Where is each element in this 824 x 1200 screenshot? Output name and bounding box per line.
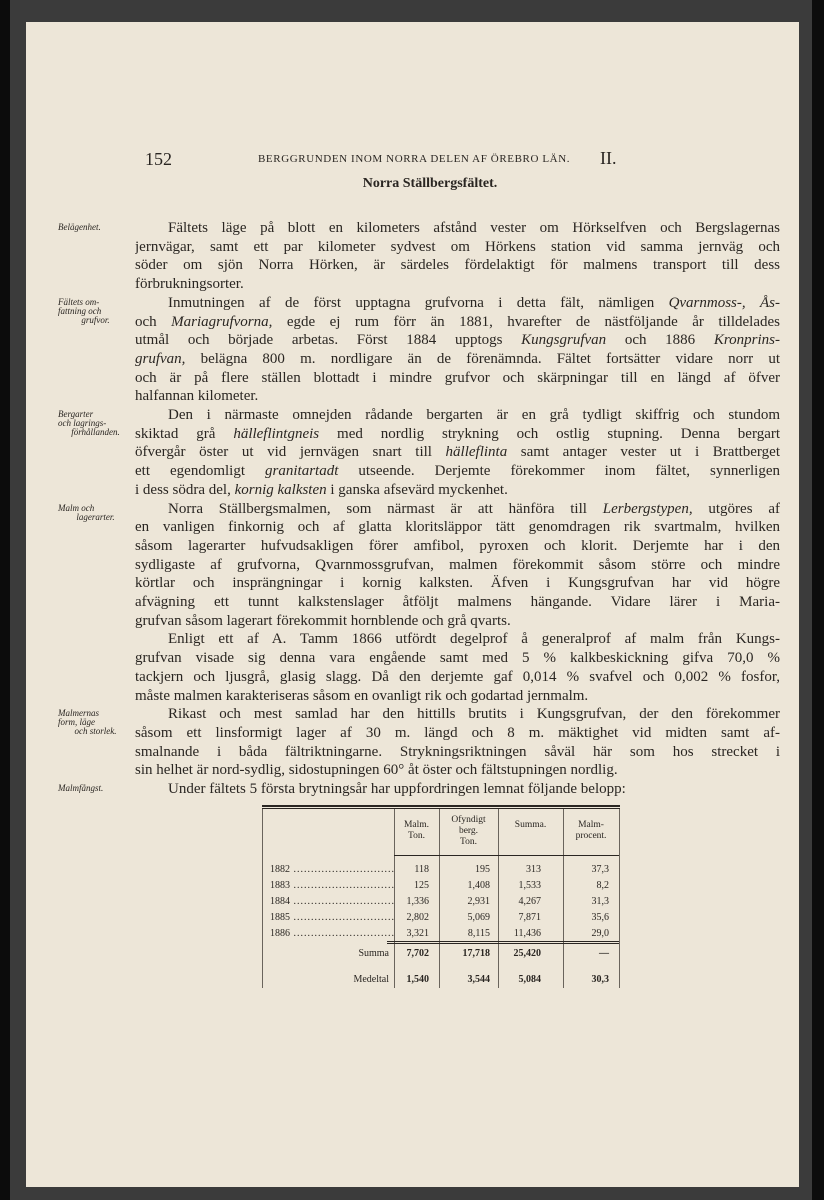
- text-run: Norra Ställbergsmalmen, som närmast är att hänföra till: [168, 500, 603, 517]
- italic-term: hälleflinta: [445, 444, 508, 461]
- row-year: 1883 .....: [270, 880, 394, 891]
- text-line: [135, 556, 780, 575]
- table-cell: 5,069: [467, 912, 490, 923]
- text-line: [135, 743, 780, 762]
- text-run: i ganska afsevärd myckenhet.: [326, 481, 508, 498]
- margin-note-line: Malm och: [58, 502, 95, 513]
- text-run: och 1886: [606, 332, 714, 349]
- margin-note-line: Belägenhet.: [58, 222, 101, 232]
- text-line: [168, 219, 780, 238]
- column-header: Summa.: [514, 820, 547, 830]
- text-run: smalnande i båda fältriktningarne. Strykningsriktningen såväl här som hos strecket i: [135, 743, 780, 760]
- text-run: i dess södra del,: [135, 481, 235, 498]
- text-run: såsom ett linsformigt lager af 30 m. längd och 8 m. mäktighet vid midten samt af-: [135, 724, 780, 741]
- text-line: [135, 387, 780, 406]
- total-cell: 17,718: [462, 948, 490, 959]
- text-line: [135, 462, 780, 481]
- text-run: grufvan visade sig denna vara engående samt med 5 % kalkbeskickning gifva 70,0 %: [135, 650, 780, 667]
- text-line: [135, 443, 780, 462]
- text-line: [135, 574, 780, 593]
- italic-term: Lerbergstypen,: [602, 500, 693, 517]
- table-cell: 118: [414, 864, 429, 875]
- text-run: utgöres af: [692, 500, 780, 517]
- text-line: [135, 481, 780, 500]
- totals-rule: [387, 941, 619, 942]
- total-cell: 7,702: [406, 948, 429, 959]
- text-line: [135, 612, 780, 631]
- margin-note: [58, 410, 133, 437]
- section-title: Norra Ställbergsfältet.: [362, 176, 498, 191]
- italic-term: kornig kalksten: [234, 481, 327, 498]
- text-run: afvägning ett tunnt kalkstenslager åtföljt malmens hängande. Vidare lärer i Maria-: [135, 594, 780, 610]
- total-cell: 25,420: [513, 948, 541, 959]
- margin-note: [58, 784, 133, 793]
- column-header: Malm. Ton.: [403, 820, 430, 841]
- table-top-rule: [262, 805, 620, 807]
- table-cell: 7,871: [518, 912, 541, 923]
- margin-note: [58, 298, 133, 325]
- text-run: egde ej rum förr än 1881, hvarefter de nästföljande år tilldelades: [272, 313, 780, 330]
- text-run: jernvägar, samt ett par kilometer sydvest om Hörkens station vid samma jernväg och: [135, 238, 780, 255]
- row-year: 1882 .....: [270, 864, 394, 875]
- text-run: Enligt ett af A. Tamm 1866 utfördt degelprof å generalprof af malm från Kungs-: [168, 631, 780, 648]
- italic-term: Kungsgrufvan: [521, 332, 607, 349]
- text-run: Den i närmaste omnejden rådande bergarten är en grå tydligt skiffrig och stundom: [168, 407, 780, 423]
- totals-rule-inner: [387, 943, 619, 944]
- italic-term: grufvan,: [135, 350, 186, 367]
- table-cell: 31,3: [591, 896, 609, 907]
- italic-term: Kronprins-: [713, 332, 780, 349]
- text-run: Inmutningen af de först upptagna grufvorna i detta fält, nämligen: [168, 294, 669, 311]
- text-line: [135, 313, 780, 332]
- text-line: [135, 724, 780, 743]
- table-cell: 2,931: [467, 896, 490, 907]
- total-cell: —: [599, 948, 609, 959]
- table-cell: 1,336: [406, 896, 429, 907]
- text-run: utseende. Derjemte förekommer inom fältet, synnerligen: [338, 463, 780, 480]
- table-top-rule-inner: [262, 808, 620, 809]
- text-run: körtlar och insprängningar i kornig kalksten. Äfven i Kungsgrufvan har vid högre: [135, 575, 780, 592]
- margin-note-line: och lagrings-: [58, 418, 107, 428]
- text-run: måste malmen karakteriseras såsom en ovanligt rik och godartad jernmalm.: [135, 687, 589, 704]
- text-run: Fältets läge på blott en kilometers afstånd vester om Hörkselfven och Bergslagernas: [168, 220, 780, 236]
- table-cell: 195: [475, 864, 490, 875]
- table-cell: 35,6: [591, 912, 609, 923]
- margin-note-line: lagerarter.: [76, 511, 115, 522]
- margin-note: [58, 223, 133, 232]
- text-line: [168, 630, 780, 649]
- text-line: [135, 687, 780, 706]
- text-line: [135, 350, 780, 369]
- margin-note-line: Malmfångst.: [58, 783, 104, 793]
- text-run: och: [135, 313, 172, 330]
- italic-term: Mariagrufvorna,: [171, 313, 273, 330]
- table-cell: 2,802: [406, 912, 429, 923]
- page-number: 152: [145, 149, 172, 169]
- margin-note: [58, 504, 133, 522]
- text-run: grufvan såsom lagerart förekommit hornblende och grå qvarts.: [135, 612, 511, 629]
- text-line: [168, 406, 780, 425]
- text-run: ett egendomligt: [135, 463, 266, 480]
- italic-term: Qvarnmoss-, Ås-: [668, 294, 780, 311]
- text-line: [135, 256, 780, 275]
- text-run: söder om sjön Norra Hörken, är särdeles fördelaktigt för malmens transport till dess: [135, 257, 780, 274]
- header-rule: [394, 855, 619, 856]
- text-run: förbrukningsorter.: [135, 276, 244, 293]
- row-year: 1884 .....: [270, 896, 394, 907]
- column-divider: [262, 809, 263, 988]
- margin-note: [58, 709, 133, 736]
- text-line: [168, 705, 780, 724]
- text-run: öfvergår öster ut vid jernvägen snart till: [135, 444, 446, 461]
- italic-term: granitartadt: [265, 463, 339, 480]
- text-run: utmål och började arbetas. Först 1884 upptogs: [135, 332, 522, 349]
- text-run: tackjern och ljusgrå, glasig slagg. Då den derjemte gaf 0,014 % svafvel och 0,002 % fosfor,: [135, 668, 780, 685]
- total-cell: 3,544: [467, 974, 490, 985]
- text-line: [135, 275, 780, 294]
- margin-note-line: Bergarter: [58, 409, 94, 419]
- text-line: [135, 238, 780, 257]
- text-line: [168, 780, 780, 799]
- text-line: [168, 294, 780, 313]
- text-run: en vanligen finkornig och af glatta kloritsläppor tätt genomdragen rik svartmalm, hvilken: [135, 519, 780, 536]
- margin-note-line: Malmernas: [58, 708, 99, 719]
- table-cell: 8,115: [467, 928, 490, 939]
- margin-note-line: grufvor.: [81, 314, 110, 325]
- text-line: [135, 537, 780, 556]
- table-cell: 4,267: [518, 896, 541, 907]
- text-run: sydligaste af grufvorna, Qvarnmossgrufvan, malmen förekommit såsom större och mindre: [135, 556, 780, 573]
- table-cell: 3,321: [406, 928, 429, 939]
- total-cell: 5,084: [518, 974, 541, 985]
- text-run: med nordlig strykning och ostlig stupning. Denna bergart: [319, 425, 780, 442]
- total-cell: 1,540: [406, 974, 429, 985]
- text-line: [135, 518, 780, 537]
- total-cell: 30,3: [591, 974, 609, 985]
- text-line: [135, 668, 780, 687]
- text-run: samt antager vester ut i Brattberget: [507, 444, 780, 461]
- column-divider: [619, 809, 620, 988]
- table-cell: 1,533: [518, 880, 541, 891]
- production-table: [262, 805, 620, 988]
- column-header: Malm- procent.: [575, 820, 607, 841]
- text-run: och är på flere ställen blottadt i mindre grufvor och skärpningar till en längd af öfver: [135, 369, 780, 386]
- table-cell: 29,0: [591, 928, 609, 939]
- text-line: [135, 761, 780, 780]
- table-cell: 313: [526, 864, 541, 875]
- text-run: Rikast och mest samlad har den hittills brutits i Kungsgrufvan, der den förekommer: [168, 706, 780, 723]
- table-cell: 11,436: [513, 928, 541, 939]
- total-label: Summa: [358, 948, 389, 959]
- text-run: Under fältets 5 första brytningsår har uppfordringen lemnat följande belopp:: [168, 781, 626, 797]
- margin-note-line: förhållanden.: [71, 427, 120, 437]
- text-run: sin helhet är nord-sydlig, sidostupningen 60° åt öster och fältstupningen nordlig.: [135, 762, 618, 779]
- table-cell: 8,2: [596, 880, 609, 891]
- text-line: [135, 331, 780, 350]
- text-line: [168, 500, 780, 519]
- row-year: 1886 .....: [270, 928, 394, 939]
- margin-note-line: Fältets om-: [58, 296, 100, 307]
- text-line: [135, 425, 780, 444]
- table-cell: 125: [414, 880, 429, 891]
- total-label: Medeltal: [353, 974, 389, 985]
- volume-number: II.: [600, 148, 617, 168]
- text-run: såsom lagerarter hufvudsakligen förer amfibol, pyroxen och klorit. Derjemte har i den: [135, 537, 780, 554]
- text-line: [135, 593, 780, 612]
- text-line: [135, 369, 780, 388]
- running-head: BERGGRUNDEN INOM NORRA DELEN AF ÖREBRO LÄN.: [258, 153, 571, 165]
- text-run: belägna 800 m. nordligare än de förenämnda. Fältet fortsätter vidare norr ut: [185, 350, 780, 367]
- margin-note-line: och storlek.: [74, 726, 117, 737]
- text-run: halfannan kilometer.: [135, 388, 259, 405]
- margin-note-line: fattning och: [58, 305, 102, 316]
- table-cell: 37,3: [591, 864, 609, 875]
- table-cell: 1,408: [467, 880, 490, 891]
- italic-term: hälleflintgneis: [233, 425, 320, 442]
- column-header: Ofyndigt berg. Ton.: [451, 815, 486, 847]
- text-line: [135, 649, 780, 668]
- row-year: 1885 .....: [270, 912, 394, 923]
- text-run: skiktad grå: [135, 425, 234, 442]
- margin-note-line: form, läge: [58, 717, 95, 728]
